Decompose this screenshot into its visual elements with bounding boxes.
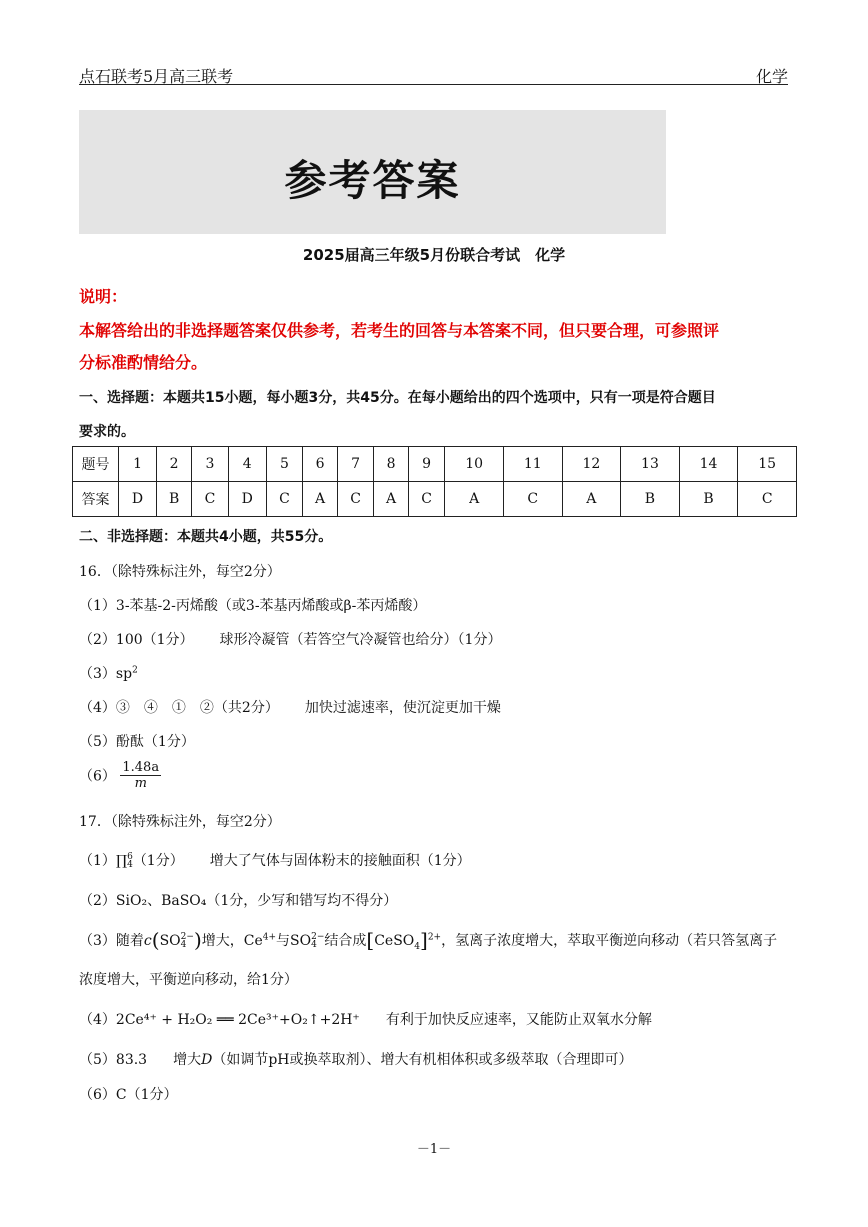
q17-a3-c: c [143, 933, 152, 949]
q17-a3-sulfate: SO [159, 933, 181, 949]
answer-cell: A [445, 482, 504, 517]
question-number-cell: 7 [337, 447, 373, 482]
pi-bond-symbol: ∏ [115, 853, 128, 869]
q17-answer-5b-pre: 增大 [173, 1052, 202, 1068]
question-number-cell: 5 [266, 447, 302, 482]
q17-answer-4-equation: 2Ce⁴⁺ + H₂O₂ ══ 2Ce³⁺+O₂↑+2H⁺ [115, 1012, 360, 1028]
q17-answer-1 [79, 850, 471, 870]
question-number-cell: 1 [119, 447, 157, 482]
row-label-question: 题号 [73, 447, 119, 482]
answer-cell: A [303, 482, 338, 517]
answer-cell: D [228, 482, 266, 517]
answer-banner [79, 110, 666, 234]
q16-answer-2b: 球形冷凝管（若答空气冷凝管也给分）（1分） [219, 632, 502, 648]
complex-charge: 2+ [427, 932, 442, 943]
q17-a3-text-2: 增大， [201, 933, 244, 949]
q16-answer-4a: （4）③ ④ ① ②（共2分） [79, 700, 279, 716]
page-number: －1－ [416, 1142, 452, 1157]
q17-answer-6: （6）C（1分） [79, 1087, 178, 1103]
q16-answer-5: （5）酚酞（1分） [79, 734, 195, 750]
answer-cell: B [621, 482, 680, 517]
question-number-cell: 9 [408, 447, 444, 482]
sulfate-sub: 4 [180, 940, 187, 950]
page-header [79, 62, 788, 85]
q17-answer-1-label: （1） [79, 853, 116, 869]
q17-a3-text-5: ，氢离子浓度增大，萃取平衡逆向移动（若只答氢离子 [441, 933, 778, 949]
q17-answer-4b: 有利于加快反应速率，又能防止双氧水分解 [385, 1012, 652, 1028]
q16-heading: 16．（除特殊标注外，每空2分） [79, 564, 281, 580]
answer-cell: B [157, 482, 192, 517]
q17-answer-2: （2）SiO₂、BaSO₄（1分，少写和错写均不得分） [79, 893, 398, 909]
q16-answer-2 [79, 629, 501, 649]
note-label: 说明： [79, 287, 128, 306]
question-number-cell: 4 [228, 447, 266, 482]
q16-answer-3-text: （3）sp [79, 666, 133, 682]
question-number-cell: 10 [445, 447, 504, 482]
header-subject: 化学 [755, 67, 788, 86]
section2-heading: 二、非选择题：本题共4小题，共55分。 [79, 529, 333, 545]
answer-cell: C [266, 482, 302, 517]
q17-answer-4 [79, 1009, 652, 1029]
q17-answer-3-line-2: 浓度增大，平衡逆向移动，给1分） [79, 972, 298, 988]
row-label-answer: 答案 [73, 482, 119, 517]
q16-answer-6-label: （6） [79, 768, 116, 785]
sulfate-charge-2: 2− [311, 932, 325, 942]
q17-a3-text-4: 结合成 [324, 933, 367, 949]
q17-a3-ce: Ce [243, 933, 263, 949]
complex-sub: 4 [414, 941, 421, 952]
question-number-cell: 14 [679, 447, 738, 482]
note-line-1: 本解答给出的非选择题答案仅供参考，若考生的回答与本答案不同，但只要合理，可参照评 [79, 321, 720, 340]
q17-answer-4-label: （4） [79, 1012, 116, 1028]
ce-charge: 4+ [262, 932, 277, 943]
question-number-cell: 11 [503, 447, 562, 482]
question-number-cell: 15 [738, 447, 797, 482]
pi-sub: 4 [127, 860, 133, 870]
question-number-cell: 6 [303, 447, 338, 482]
answer-cell: C [192, 482, 228, 517]
sulfate-charge: 2− [180, 932, 194, 942]
q17-answer-5a: （5）83.3 [79, 1052, 148, 1068]
answer-cell: D [119, 482, 157, 517]
q17-heading: 17．（除特殊标注外，每空2分） [79, 814, 281, 830]
q16-answer-3 [79, 663, 138, 683]
sulfate-sub-2: 4 [311, 940, 317, 950]
section1-line-1: 一、选择题：本题共15小题，每小题3分，共45分。在每小题给出的四个选项中，只有一项是符合题目 [79, 390, 716, 406]
q17-a3-sulfate-2: SO [290, 933, 312, 949]
answer-cell: C [337, 482, 373, 517]
q17-a3-text-1: （3）随着 [79, 933, 144, 949]
answer-cell: A [562, 482, 621, 517]
q16-answer-3-sup: 2 [132, 665, 138, 676]
q17-answer-5 [79, 1049, 633, 1069]
answer-cell: C [408, 482, 444, 517]
fraction-numerator: 1.48a [122, 760, 160, 775]
question-number-cell: 2 [157, 447, 192, 482]
q17-answer-1b: 增大了气体与固体粉末的接触面积（1分） [209, 853, 471, 869]
q16-answer-4b: 加快过滤速率，使沉淀更加干燥 [304, 700, 501, 716]
question-number-row [73, 447, 797, 482]
q17-a3-complex: CeSO [374, 933, 415, 949]
q17-answer-1-mark: （1分） [132, 853, 184, 869]
banner-title: 参考答案 [284, 156, 461, 205]
answer-cell: C [738, 482, 797, 517]
answer-cell: B [679, 482, 738, 517]
q17-answer-3-line-1: （3）随着c(SO 2− 4 )增大，$Ce^{4+}$与SO 2− 4 结合成[CeSO$_4$]$^{2+}$，氢离子浓度增大，萃取平衡逆向移动（若只答氢离子 [79, 928, 778, 952]
q17-answer-5b-post: （如调节pH或换萃取剂）、增大有机相体积或多级萃取（合理即可） [212, 1052, 633, 1068]
answer-row [73, 482, 797, 517]
fraction-denominator: m [134, 776, 147, 791]
document-title: 2025届高三年级5月份联合考试 化学 [302, 246, 566, 264]
question-number-cell: 3 [192, 447, 228, 482]
question-number-cell: 8 [374, 447, 409, 482]
q17-answer-5b-d: D [201, 1052, 213, 1068]
q17-a3-text-3: 与 [276, 933, 291, 949]
answer-cell: A [374, 482, 409, 517]
answer-cell: C [503, 482, 562, 517]
q16-answer-4 [79, 697, 501, 717]
note-line-2: 分标准酌情给分。 [79, 353, 208, 372]
section1-line-2: 要求的。 [79, 424, 135, 440]
q16-answer-2a: （2）100（1分） [79, 632, 194, 648]
q16-answer-6-fraction [120, 760, 161, 791]
header-exam-name: 点石联考5月高三联考 [79, 67, 234, 86]
question-number-cell: 13 [621, 447, 680, 482]
pi-sup: 6 [127, 852, 133, 862]
question-number-cell: 12 [562, 447, 621, 482]
answer-table [72, 446, 797, 517]
q16-answer-6 [79, 760, 161, 791]
q16-answer-1: （1）3-苯基-2-丙烯酸（或3-苯基丙烯酸或β-苯丙烯酸） [79, 598, 427, 614]
